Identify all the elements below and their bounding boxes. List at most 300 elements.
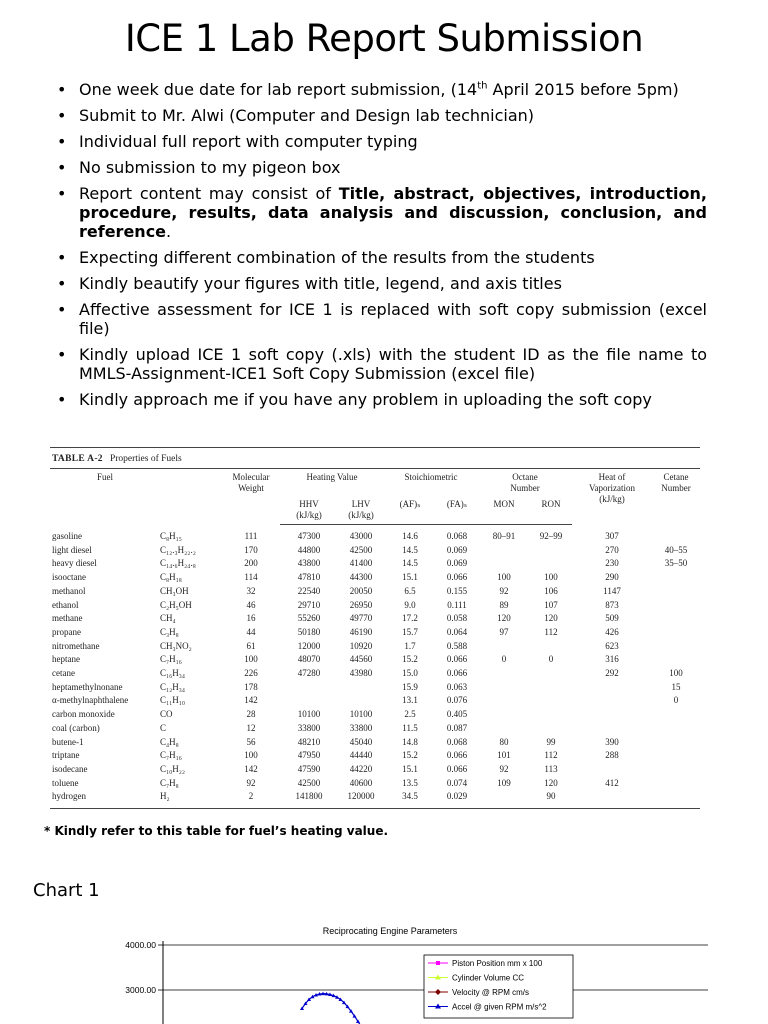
table-cell: 316 xyxy=(605,654,619,665)
table-cell: cetane xyxy=(52,668,75,679)
bullet-list xyxy=(57,80,707,416)
table-row xyxy=(50,790,700,808)
table-cell: 47950 xyxy=(297,750,321,761)
table-cell: 46190 xyxy=(349,626,373,637)
table-cell: C₇H₁₆ xyxy=(160,654,182,665)
table-cell: 45040 xyxy=(349,736,373,747)
series-layer xyxy=(300,992,372,1024)
table-cell xyxy=(652,749,700,763)
table-cell: C₃H₈ xyxy=(160,626,179,637)
table-cell: 1.7 xyxy=(404,640,416,651)
col-stoich-header: Stoichiometric xyxy=(404,472,458,482)
table-cell: C₇H₁₆ xyxy=(160,750,182,761)
table-cell: 47810 xyxy=(297,572,321,583)
table-cell: 109 xyxy=(497,777,511,788)
table-cell: C₁₂.₃H₂₂.₂ xyxy=(160,544,196,555)
table-cell: 390 xyxy=(605,736,619,747)
table-cell: 0.029 xyxy=(446,791,468,802)
table-cell xyxy=(530,722,572,736)
table-cell xyxy=(338,681,384,695)
bullet-dot: • xyxy=(57,132,67,151)
table-cell xyxy=(530,708,572,722)
table-cell: 80 xyxy=(499,736,509,747)
table-cell: 307 xyxy=(605,530,619,541)
table-cell xyxy=(478,544,530,558)
table-cell: 14.5 xyxy=(402,544,418,555)
table-cell: CH₄ xyxy=(160,613,176,624)
table-cell: 11.5 xyxy=(402,722,418,733)
table-cell: 873 xyxy=(605,599,619,610)
table-cell: 120000 xyxy=(347,791,375,802)
table-cell: 12000 xyxy=(297,640,321,651)
table-cell: 100 xyxy=(544,572,558,583)
table-cell: 16 xyxy=(246,613,256,624)
table-cell: C₂H₅OH xyxy=(160,599,192,610)
table-cell: 44 xyxy=(246,626,256,637)
table-cell: 99 xyxy=(546,736,556,747)
bullet-dot: • xyxy=(57,390,67,409)
chart-legend xyxy=(424,955,573,1018)
col-cetane-header: Cetane Number xyxy=(661,472,691,493)
table-cell: 230 xyxy=(605,558,619,569)
table-cell: 97 xyxy=(499,626,509,637)
table-cell: 34.5 xyxy=(402,791,418,802)
table-cell: 29710 xyxy=(297,599,321,610)
table-cell: 10100 xyxy=(297,709,321,720)
table-cell xyxy=(338,694,384,708)
table-cell: 6.5 xyxy=(404,585,416,596)
table-cell: H₂ xyxy=(160,791,170,802)
table-cell xyxy=(652,722,700,736)
table-caption-title: Properties of Fuels xyxy=(109,454,182,464)
table-cell: 107 xyxy=(544,599,558,610)
col-heatvap-header: Heat of Vaporization (kJ/kg) xyxy=(589,472,635,504)
table-cell: CO xyxy=(160,709,173,720)
table-cell: 22540 xyxy=(297,585,321,596)
table-cell: 40600 xyxy=(349,777,373,788)
table-cell: 61 xyxy=(246,640,256,651)
table-cell: 120 xyxy=(544,613,558,624)
table-cell xyxy=(530,544,572,558)
table-cell: 15.0 xyxy=(402,668,418,679)
y-tick-label: 4000.00 xyxy=(125,940,156,950)
table-cell: 0.068 xyxy=(446,531,468,541)
bullet-text: One week due date for lab report submission, (14th April 2015 before 5pm) xyxy=(79,80,679,99)
table-note: * Kindly refer to this table for fuel’s heating value. xyxy=(44,824,389,838)
bullet-item xyxy=(57,184,707,241)
col-heating-header: Heating Value xyxy=(306,472,358,482)
table-cell: 48070 xyxy=(297,654,321,665)
table-cell xyxy=(280,694,338,708)
table-cell: gasoline xyxy=(52,530,82,541)
table-cell xyxy=(572,722,652,736)
bullet-dot: • xyxy=(57,274,67,293)
table-cell: 0.076 xyxy=(446,695,468,706)
table-cell xyxy=(652,777,700,791)
table-cell: 292 xyxy=(605,668,619,679)
table-cell: 44560 xyxy=(349,654,373,665)
bullet-text: Expecting different combination of the results from the students xyxy=(79,248,595,267)
table-cell: 15.7 xyxy=(402,626,418,637)
table-cell: 101 xyxy=(497,750,511,761)
table-cell: 270 xyxy=(605,544,619,555)
table-cell: heptane xyxy=(52,654,80,665)
table-cell: 50180 xyxy=(297,626,321,637)
table-cell: 112 xyxy=(544,626,558,637)
table-cell: 288 xyxy=(605,750,619,761)
table-row xyxy=(50,640,700,654)
table-cell: 43980 xyxy=(349,668,373,679)
table-cell: 0.068 xyxy=(446,736,468,747)
table-cell xyxy=(572,681,652,695)
table-cell: 0.058 xyxy=(446,613,468,624)
table-cell xyxy=(530,640,572,654)
table-cell: 26950 xyxy=(349,599,373,610)
table-cell: 1147 xyxy=(603,585,621,596)
engine-parameters-chart xyxy=(0,915,768,1024)
table-cell: 35–50 xyxy=(664,558,688,569)
table-cell xyxy=(478,694,530,708)
table-cell xyxy=(652,612,700,626)
table-cell xyxy=(652,626,700,640)
table-row xyxy=(50,599,700,613)
table-cell: 0.588 xyxy=(446,640,468,651)
table-cell: methanol xyxy=(52,585,86,596)
table-caption-label: TABLE A-2 xyxy=(52,454,103,464)
table-cell: C₈H₁₈ xyxy=(160,572,182,583)
bullet-dot: • xyxy=(57,345,67,364)
table-cell: 41400 xyxy=(349,558,373,569)
bullet-text: Kindly beautify your figures with title, legend, and axis titles xyxy=(79,274,562,293)
table-cell: 0.111 xyxy=(447,599,467,610)
table-cell: 0.064 xyxy=(446,626,468,637)
fuel-table xyxy=(50,468,700,809)
bullet-text: Individual full report with computer typing xyxy=(79,132,418,151)
bullet-dot: • xyxy=(57,248,67,267)
table-cell: 0 xyxy=(548,654,554,665)
table-cell: 0 xyxy=(501,654,507,665)
table-cell: 0.066 xyxy=(446,750,468,761)
table-cell: 48210 xyxy=(297,736,321,747)
table-cell: 13.5 xyxy=(402,777,418,788)
table-cell: 2.5 xyxy=(404,709,416,720)
fuel-table-body xyxy=(50,525,700,809)
table-cell xyxy=(530,694,572,708)
table-cell: heptamethylnonane xyxy=(52,681,123,692)
table-cell: 14.5 xyxy=(402,558,418,569)
table-cell: ethanol xyxy=(52,599,79,610)
table-cell: CH₃NO₂ xyxy=(160,640,192,651)
table-cell: 56 xyxy=(246,736,256,747)
table-cell xyxy=(530,681,572,695)
table-cell xyxy=(478,722,530,736)
bullet-text: Kindly upload ICE 1 soft copy (.xls) with the student ID as the file name to MMLS-Assignment-ICE1 Soft Copy Submission (excel file) xyxy=(79,345,707,383)
bullet-dot: • xyxy=(57,300,67,319)
legend-label: Piston Position mm x 100 xyxy=(452,959,543,968)
table-cell: 17.2 xyxy=(402,613,418,624)
table-cell: 142 xyxy=(244,695,258,706)
table-cell: coal (carbon) xyxy=(52,722,100,733)
table-cell xyxy=(652,708,700,722)
table-cell: 13.1 xyxy=(402,695,418,706)
table-cell xyxy=(530,667,572,681)
bullet-item xyxy=(57,248,707,267)
table-cell: 426 xyxy=(605,626,619,637)
table-cell: hydrogen xyxy=(52,791,86,802)
table-cell: isodecane xyxy=(52,763,88,774)
table-row xyxy=(50,571,700,585)
table-cell: C xyxy=(160,722,167,733)
table-cell xyxy=(478,557,530,571)
table-cell: heavy diesel xyxy=(52,558,97,569)
y-tick-label: 3000.00 xyxy=(125,985,156,995)
bullet-text: Kindly approach me if you have any problem in uploading the soft copy xyxy=(79,390,652,409)
table-cell xyxy=(572,694,652,708)
table-row xyxy=(50,544,700,558)
table-cell xyxy=(478,640,530,654)
table-cell: 100 xyxy=(244,750,258,761)
table-row xyxy=(50,612,700,626)
table-cell xyxy=(572,708,652,722)
col-octane-header: Octane Number xyxy=(510,472,540,493)
table-cell: 47590 xyxy=(297,763,321,774)
table-row xyxy=(50,694,700,708)
table-cell: 200 xyxy=(244,558,258,569)
table-row xyxy=(50,667,700,681)
page-title: ICE 1 Lab Report Submission xyxy=(124,17,644,60)
table-row xyxy=(50,749,700,763)
table-cell xyxy=(478,708,530,722)
chart-heading: Chart 1 xyxy=(33,880,100,901)
col-fa-header: (FA)ₛ xyxy=(436,496,478,525)
table-cell: C₁₄.₆H₂₄.₈ xyxy=(160,558,196,569)
table-cell: 0 xyxy=(673,695,679,706)
table-cell xyxy=(652,653,700,667)
table-cell: propane xyxy=(52,626,81,637)
table-cell: 178 xyxy=(244,681,258,692)
table-cell: 0.405 xyxy=(446,709,468,720)
table-cell: 42500 xyxy=(297,777,321,788)
table-cell: 90 xyxy=(546,791,556,802)
table-cell: 28 xyxy=(246,709,256,720)
table-cell: 0.087 xyxy=(446,722,468,733)
table-row xyxy=(50,585,700,599)
col-mw-header: Molecular Weight xyxy=(232,472,270,493)
table-cell: 33800 xyxy=(297,722,321,733)
bullet-text: Submit to Mr. Alwi (Computer and Design lab technician) xyxy=(79,106,535,125)
table-cell xyxy=(478,790,530,808)
table-cell: carbon monoxide xyxy=(52,709,115,720)
table-cell: 100 xyxy=(497,572,511,583)
table-cell: 0.063 xyxy=(446,681,468,692)
bullet-text: Affective assessment for ICE 1 is replaced with soft copy submission (excel file) xyxy=(79,300,707,338)
table-cell: methane xyxy=(52,613,83,624)
table-cell: 114 xyxy=(244,572,258,583)
table-cell: 43800 xyxy=(297,558,321,569)
table-cell: 2 xyxy=(248,791,254,802)
bullet-item xyxy=(57,274,707,293)
table-cell: 12 xyxy=(246,722,256,733)
table-cell: light diesel xyxy=(52,544,92,555)
table-cell: 120 xyxy=(497,613,511,624)
table-cell: 15.1 xyxy=(402,763,418,774)
table-cell: 47300 xyxy=(297,531,321,541)
table-cell xyxy=(572,763,652,777)
table-cell: C₈H₁₅ xyxy=(160,530,182,541)
table-cell: 509 xyxy=(605,613,619,624)
table-cell: 47280 xyxy=(297,668,321,679)
chart-title: Reciprocating Engine Parameters xyxy=(322,926,458,936)
table-cell: 0.069 xyxy=(446,558,468,569)
table-row xyxy=(50,557,700,571)
table-cell: 42500 xyxy=(349,544,373,555)
table-cell: 0.066 xyxy=(446,668,468,679)
table-row xyxy=(50,763,700,777)
table-cell: 44440 xyxy=(349,750,373,761)
table-caption xyxy=(50,448,700,468)
bullet-item xyxy=(57,345,707,383)
table-cell: C₄H₈ xyxy=(160,736,179,747)
table-cell: 89 xyxy=(499,599,509,610)
table-cell xyxy=(478,667,530,681)
table-cell: 0.069 xyxy=(446,544,468,555)
legend-marker xyxy=(436,961,440,965)
table-cell: 46 xyxy=(246,599,256,610)
table-cell: 49770 xyxy=(349,613,373,624)
table-cell xyxy=(572,790,652,808)
table-cell xyxy=(652,525,700,544)
table-cell: 14.6 xyxy=(402,531,418,541)
table-row xyxy=(50,708,700,722)
bullet-item xyxy=(57,390,707,409)
bullet-item xyxy=(57,132,707,151)
table-cell: 412 xyxy=(605,777,619,788)
bullet-item xyxy=(57,106,707,125)
table-cell: 33800 xyxy=(349,722,373,733)
col-af-header: (AF)ₛ xyxy=(384,496,436,525)
table-cell: 40–55 xyxy=(664,544,688,555)
col-lhv-header: LHV (kJ/kg) xyxy=(338,496,384,525)
legend-label: Accel @ given RPM m/s^2 xyxy=(452,1002,547,1012)
bullet-dot: • xyxy=(57,106,67,125)
table-row xyxy=(50,736,700,750)
table-cell: 14.8 xyxy=(402,736,418,747)
table-row xyxy=(50,722,700,736)
table-row xyxy=(50,626,700,640)
table-cell: C₁₂H₃₄ xyxy=(160,681,186,692)
legend-label: Velocity @ RPM cm/s xyxy=(452,988,530,997)
table-cell xyxy=(652,763,700,777)
table-cell: 15.2 xyxy=(402,654,418,665)
table-cell: 43000 xyxy=(349,531,373,541)
bullet-item xyxy=(57,300,707,338)
table-cell xyxy=(652,640,700,654)
table-cell: 92–99 xyxy=(539,531,563,541)
table-cell: 0.066 xyxy=(446,763,468,774)
bullet-dot: • xyxy=(57,80,67,99)
table-cell: 120 xyxy=(544,777,558,788)
fuel-properties-table xyxy=(50,447,700,809)
table-cell: 92 xyxy=(499,585,509,596)
table-cell: 226 xyxy=(244,668,258,679)
table-cell xyxy=(652,599,700,613)
table-cell: 15.9 xyxy=(402,681,418,692)
table-cell xyxy=(280,681,338,695)
bullet-item xyxy=(57,80,707,99)
table-cell: 142 xyxy=(244,763,258,774)
table-cell xyxy=(652,736,700,750)
table-cell: toluene xyxy=(52,777,79,788)
table-cell: 44800 xyxy=(297,544,321,555)
table-cell: C₇H₈ xyxy=(160,777,179,788)
table-cell: 0.066 xyxy=(446,572,468,583)
table-cell: 0.155 xyxy=(446,585,468,596)
table-cell: triptane xyxy=(52,750,80,761)
table-cell: 92 xyxy=(499,763,509,774)
table-row xyxy=(50,681,700,695)
table-cell: 15.1 xyxy=(402,572,418,583)
table-cell: nitromethane xyxy=(52,640,100,651)
bullet-item xyxy=(57,158,707,177)
bullet-dot: • xyxy=(57,158,67,177)
table-cell: 92 xyxy=(246,777,256,788)
table-cell: C₁₆H₃₄ xyxy=(160,668,186,679)
bullet-text: No submission to my pigeon box xyxy=(79,158,341,177)
table-cell: 20050 xyxy=(349,585,373,596)
col-hhv-header: HHV (kJ/kg) xyxy=(280,496,338,525)
table-cell: 100 xyxy=(669,668,683,679)
table-cell: 170 xyxy=(244,544,258,555)
table-cell: 623 xyxy=(605,640,619,651)
table-cell: 0.066 xyxy=(446,654,468,665)
table-cell: 111 xyxy=(244,530,258,541)
table-cell: α-methylnaphthalene xyxy=(52,695,129,706)
table-cell: 141800 xyxy=(295,791,323,802)
table-cell: 80–91 xyxy=(492,531,516,541)
table-row xyxy=(50,653,700,667)
table-cell: 44220 xyxy=(349,763,373,774)
col-fuel-header: Fuel xyxy=(96,472,113,482)
table-cell: 9.0 xyxy=(404,599,416,610)
table-cell: 113 xyxy=(544,763,558,774)
table-row xyxy=(50,777,700,791)
table-cell xyxy=(530,557,572,571)
table-cell: 32 xyxy=(246,585,256,596)
table-cell: 290 xyxy=(605,572,619,583)
table-cell: 0.074 xyxy=(446,777,468,788)
col-mon-header: MON xyxy=(478,496,530,525)
table-cell: CH₃OH xyxy=(160,585,189,596)
table-cell: 100 xyxy=(244,654,258,665)
bullet-dot: • xyxy=(57,184,67,203)
bullet-text: Report content may consist of Title, abstract, objectives, introduction, procedure, results, data analysis and discussion, conclusion, and reference. xyxy=(79,184,707,241)
table-cell: 106 xyxy=(544,585,558,596)
table-cell: butene-1 xyxy=(52,736,84,747)
table-cell xyxy=(652,585,700,599)
table-cell: 10920 xyxy=(349,640,373,651)
table-cell: isooctane xyxy=(52,572,86,583)
table-cell: 15.2 xyxy=(402,750,418,761)
table-cell xyxy=(652,790,700,808)
table-cell: 44300 xyxy=(349,572,373,583)
table-cell: C₁₁H₁₀ xyxy=(160,695,186,706)
table-cell xyxy=(652,571,700,585)
table-cell: C₁₀H₂₂ xyxy=(160,763,186,774)
table-cell: 15 xyxy=(671,681,681,692)
table-cell: 55260 xyxy=(297,613,321,624)
table-cell: 10100 xyxy=(349,709,373,720)
table-row xyxy=(50,525,700,544)
